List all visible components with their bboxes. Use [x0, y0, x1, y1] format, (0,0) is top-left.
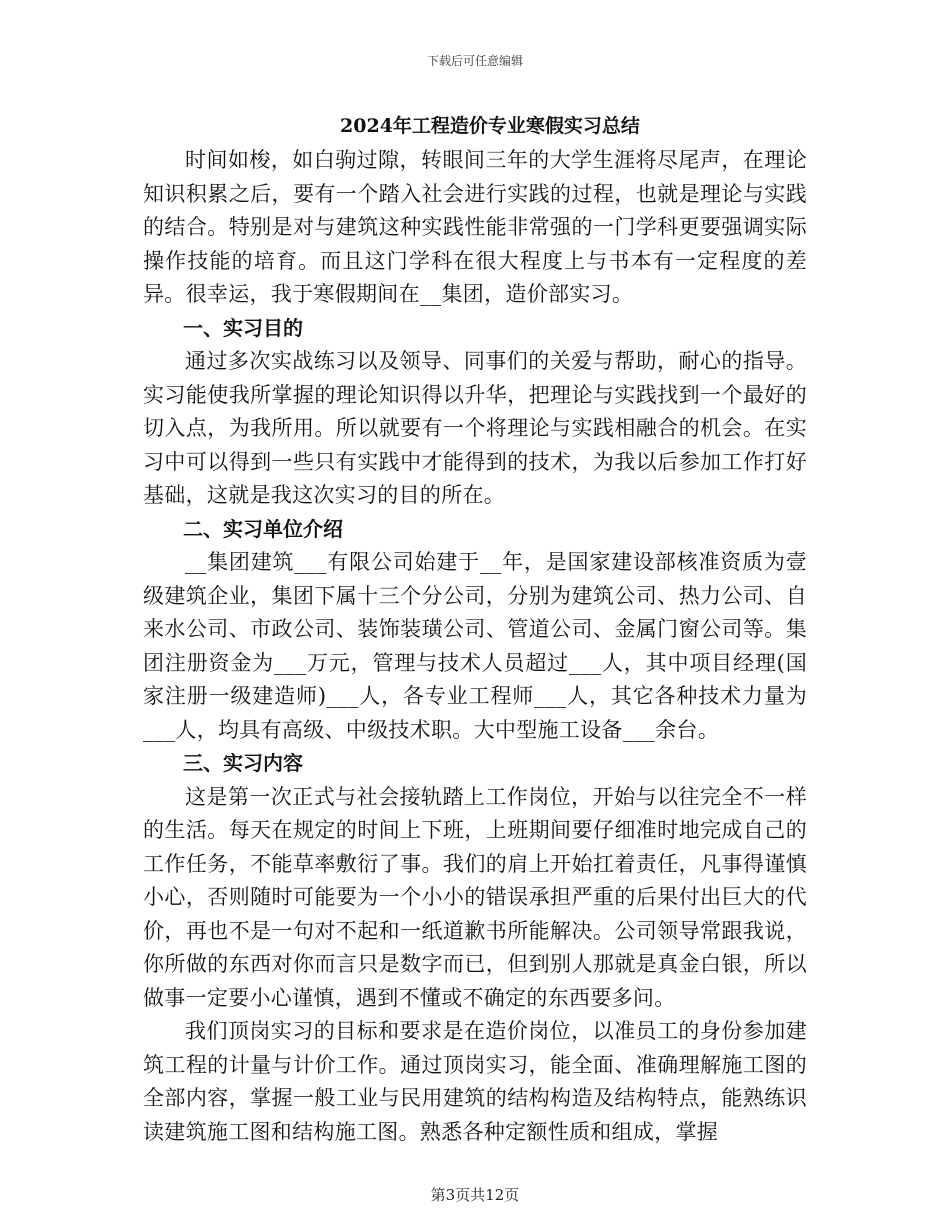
page-footer: 第3页共12页	[430, 1186, 520, 1204]
page-header: 下载后可任意编辑	[426, 54, 523, 68]
content-paragraph-2: 我们顶岗实习的目标和要求是在造价岗位，以准员工的身份参加建筑工程的计量与计价工作。通过顶岗实习，能全面、准确理解施工图的全部内容，掌握一般工业与民用建筑的结构构造及结构特点，能熟练识读建筑施工图和结构施工图。熟悉各种定额性质和组成，掌握	[143, 1019, 807, 1144]
purpose-paragraph: 通过多次实战练习以及领导、同事们的关爱与帮助，耐心的指导。实习能使我所掌握的理论知识得以升华，把理论与实践找到一个最好的切入点，为我所用。所以就要有一个将理论与实践相融合的机会。在实习中可以得到一些只有实践中才能得到的技术，为我以后参加工作打好基础，这就是我这次实习的目的所在。	[143, 349, 807, 507]
content-paragraph-1: 这是第一次正式与社会接轨踏上工作岗位，开始与以往完全不一样的生活。每天在规定的时间上下班，上班期间要仔细准时地完成自己的工作任务，不能草率敷衍了事。我们的肩上开始扛着责任，凡事得谨慎小心，否则随时可能要为一个小小的错误承担严重的后果付出巨大的代价，再也不是一句对不起和一纸道歉书所能解决。公司领导常跟我说，你所做的东西对你而言只是数字而已，但到别人那就是真金白银，所以做事一定要小心谨慎，遇到不懂或不确定的东西要多问。	[143, 784, 807, 1010]
intro-paragraph: 时间如梭，如白驹过隙，转眼间三年的大学生涯将尽尾声，在理论知识积累之后，要有一个踏入社会进行实践的过程，也就是理论与实践的结合。特别是对与建筑这种实践性能非常强的一门学科更要强调实际操作技能的培育。而且这门学科在很大程度上与书本有一定程度的差异。很幸运，我于寒假期间在__集团，造价部实习。	[143, 148, 807, 306]
section-heading-company: 二、实习单位介绍	[183, 516, 343, 541]
section-heading-content: 三、实习内容	[183, 751, 303, 775]
document-body	[143, 108, 807, 1149]
company-paragraph: __集团建筑___有限公司始建于__年，是国家建设部核准资质为壹级建筑企业，集团下属十三个分公司，分别为建筑公司、热力公司、自来水公司、市政公司、装饰装璜公司、管道公司、金属门窗公司等。集团注册资金为___万元，管理与技术人员超过___人，其中项目经理(国家注册一级建造师)___人，各专业工程师___人，其它各种技术力量为___人，均具有高级、中级技术职。大中型施工设备___余台。	[143, 550, 807, 742]
section-heading-purpose: 一、实习目的	[183, 315, 303, 340]
document-title: 2024年工程造价专业寒假实习总结	[340, 115, 640, 137]
